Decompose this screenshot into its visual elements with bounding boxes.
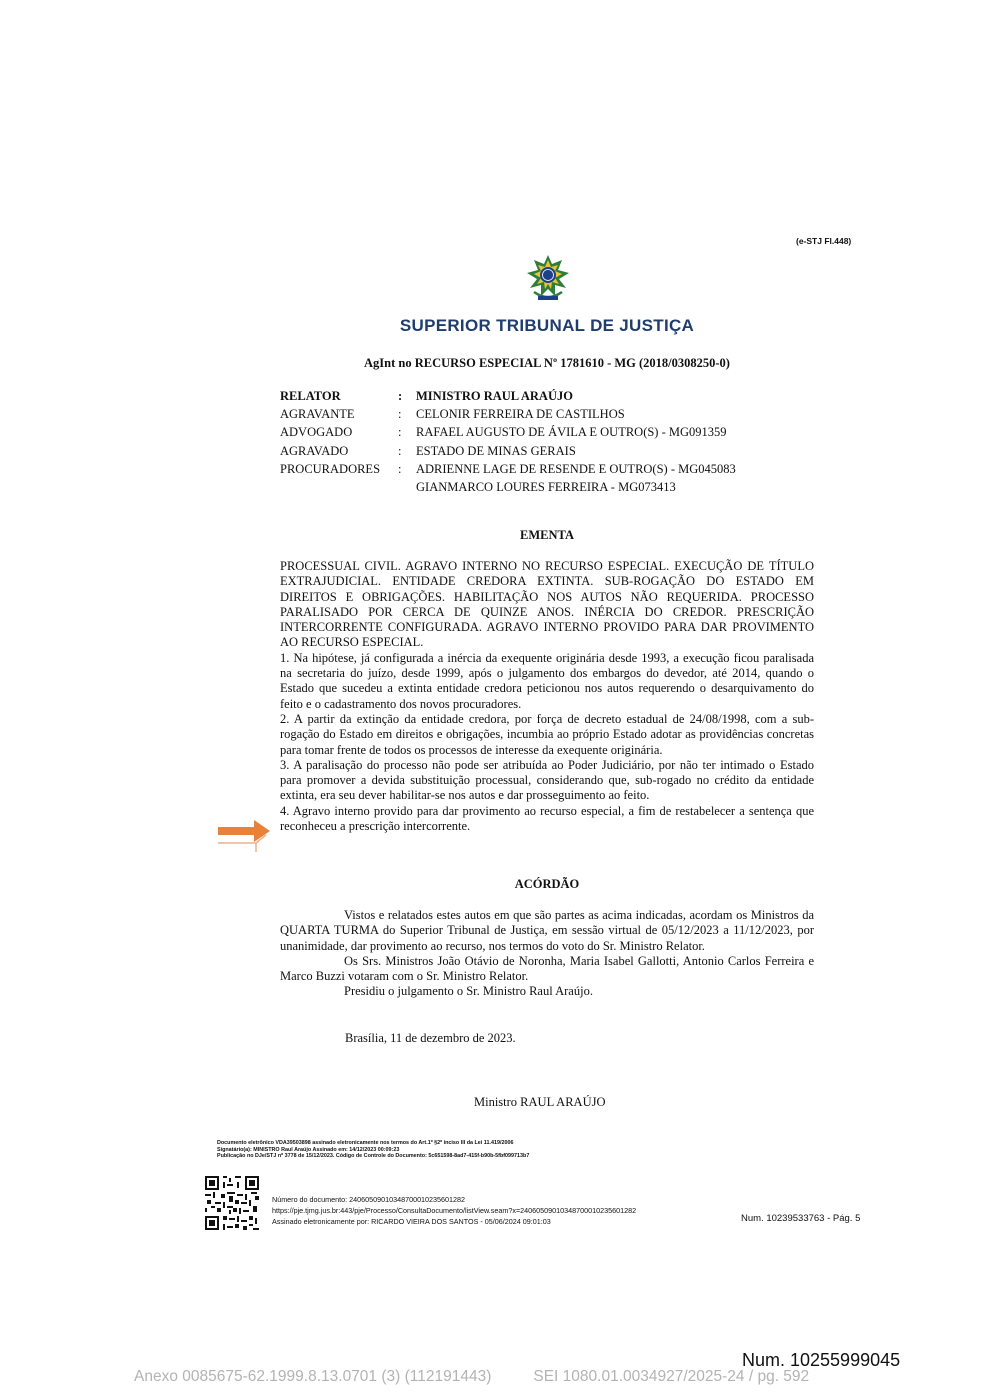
signer-name: Ministro RAUL ARAÚJO [474,1095,606,1109]
footer-line: https://pje.tjmg.jus.br:443/pje/Processo/ConsultaDocumento/listView.seam?x=24060509010348700010235601282 [272,1206,637,1215]
acordao-body [280,908,814,1000]
parties-table [280,387,820,496]
ementa-item: 2. A partir da extinção da entidade credora, por força de decreto estadual de 24/08/1998, com a sub-rogação do Estado em direitos e obrigações, incumbia ao próprio Estado adotar as providências concretas para tomar frente de todos os processos de interesse da exequente originária. [280,711,814,757]
party-value: RAFAEL AUGUSTO DE ÁVILA E OUTRO(S) - MG091359 [416,425,727,440]
arrow-right-icon [216,818,272,854]
party-label: AGRAVANTE [280,407,355,422]
ementa-item: 3. A paralisação do processo não pode ser atribuída ao Poder Judiciário, por não ter intimado o Estado para promover a devida substituição processual, considerando que, sub-rogado no crédito da entidade extinta, era seu dever habilitar-se nos autos e dar prosseguimento ao feito. [280,757,814,803]
party-row [280,423,820,441]
party-row [280,478,820,496]
party-value: MINISTRO RAUL ARAÚJO [416,389,573,403]
court-title: SUPERIOR TRIBUNAL DE JUSTIÇA [399,316,695,335]
party-row [280,442,820,460]
acordao-paragraph: Os Srs. Ministros João Otávio de Noronha, Maria Isabel Gallotti, Antonio Carlos Ferreira e Marco Buzzi votaram com o Sr. Ministro Relator. [280,953,814,984]
party-colon: : [398,389,403,403]
party-colon: : [398,461,402,476]
footer-line: Publicação no DJe/STJ nº 3778 de 15/12/2023. Código de Controle do Documento: 5c651598-8ad7-415f-b90b-5fbf099713b7 [217,1153,530,1160]
qr-code-icon [205,1176,259,1230]
party-row [280,405,820,423]
ementa-item: 1. Na hipótese, já configurada a inércia da exequente originária desde 1993, a execução ficou paralisada na secretaria do juízo, desde 1999, após o julgamento dos embargos do devedor, até 2014, quando o Estado que sucedeu a extinta entidade credora peticionou nos autos requerendo o desarquivamento do feito e o cadastramento dos novos procuradores. [280,650,814,711]
acordao-heading: ACÓRDÃO [514,877,580,891]
annex-reference: Anexo 0085675-62.1999.8.13.0701 (3) (112191443) [134,1368,492,1385]
ementa-heading: EMENTA [520,528,574,542]
party-value: GIANMARCO LOURES FERREIRA - MG073413 [416,480,676,495]
party-label: AGRAVADO [280,443,349,458]
footer-line: Número do documento: 24060509010348700010235601282 [272,1195,466,1204]
estj-page-stamp: (e-STJ Fl.448) [796,236,852,246]
party-label [280,478,398,496]
party-colon: : [398,443,402,458]
acordao-paragraph: Vistos e relatados estes autos em que são partes as acima indicadas, acordam os Ministros da QUARTA TURMA do Superior Tribunal de Justiça, em sessão virtual de 05/12/2023 a 11/12/2023, por unanimidade, dar provimento ao recurso, nos termos do voto do Sr. Ministro Relator. [280,908,814,953]
party-label: PROCURADORES [280,461,381,476]
case-title: AgInt no RECURSO ESPECIAL Nº 1781610 - MG (2018/0308250-0) [364,356,730,370]
acordao-paragraph: Presidiu o julgamento o Sr. Ministro Raul Araújo. [344,984,593,999]
party-colon: : [398,407,402,422]
party-value: ESTADO DE MINAS GERAIS [416,443,576,458]
party-label: RELATOR [280,389,341,403]
pje-page-number: Num. 10239533763 - Pág. 5 [741,1213,861,1224]
footer-line: Assinado eletronicamente por: RICARDO VIEIRA DOS SANTOS - 05/06/2024 09:01:03 [272,1217,551,1226]
party-value: ADRIENNE LAGE DE RESENDE E OUTRO(S) - MG045083 [416,461,736,476]
footer-line: Documento eletrônico VDA39503898 assinado eletronicamente nos termos do Art.1º §2º inciso III da Lei 11.419/2006 [217,1140,514,1146]
coat-of-arms-icon [524,254,572,304]
city-date: Brasília, 11 de dezembro de 2023. [345,1031,516,1045]
party-value: CELONIR FERREIRA DE CASTILHOS [416,407,625,422]
document-number: Num. 10255999045 [742,1350,901,1370]
ementa-item: 4. Agravo interno provido para dar provimento ao recurso especial, a fim de restabelecer a sentença que reconheceu a prescrição intercorrente. [280,803,814,834]
pje-signature-footer [272,1194,732,1227]
ementa-body [280,559,814,834]
party-colon: : [398,425,402,440]
sei-reference: SEI 1080.01.0034927/2025-24 / pg. 592 [533,1368,810,1385]
party-row [280,387,820,405]
party-colon [398,478,416,496]
ementa-summary: PROCESSUAL CIVIL. AGRAVO INTERNO NO RECURSO ESPECIAL. EXECUÇÃO DE TÍTULO EXTRAJUDICIAL. ENTIDADE CREDORA EXTINTA. SUB-ROGAÇÃO DO ESTADO EM DIREITOS E OBRIGAÇÕES. HABILITAÇÃO NOS AUTOS NÃO REQUERIDA. PROCESSO PARALISADO POR CERCA DE QUINZE ANOS. INÉRCIA DO CREDOR. PRESCRIÇÃO INTERCORRENTE CONFIGURADA. AGRAVO INTERNO PROVIDO PARA DAR PROVIMENTO AO RECURSO ESPECIAL. [280,559,814,650]
stj-signature-footer [217,1140,777,1160]
footer-line: Signatário(a): MINISTRO Raul Araújo Assinado em: 14/12/2023 00:09:23 [217,1146,400,1153]
party-row [280,460,820,478]
party-label: ADVOGADO [280,425,353,440]
annex-footer [134,1368,809,1386]
